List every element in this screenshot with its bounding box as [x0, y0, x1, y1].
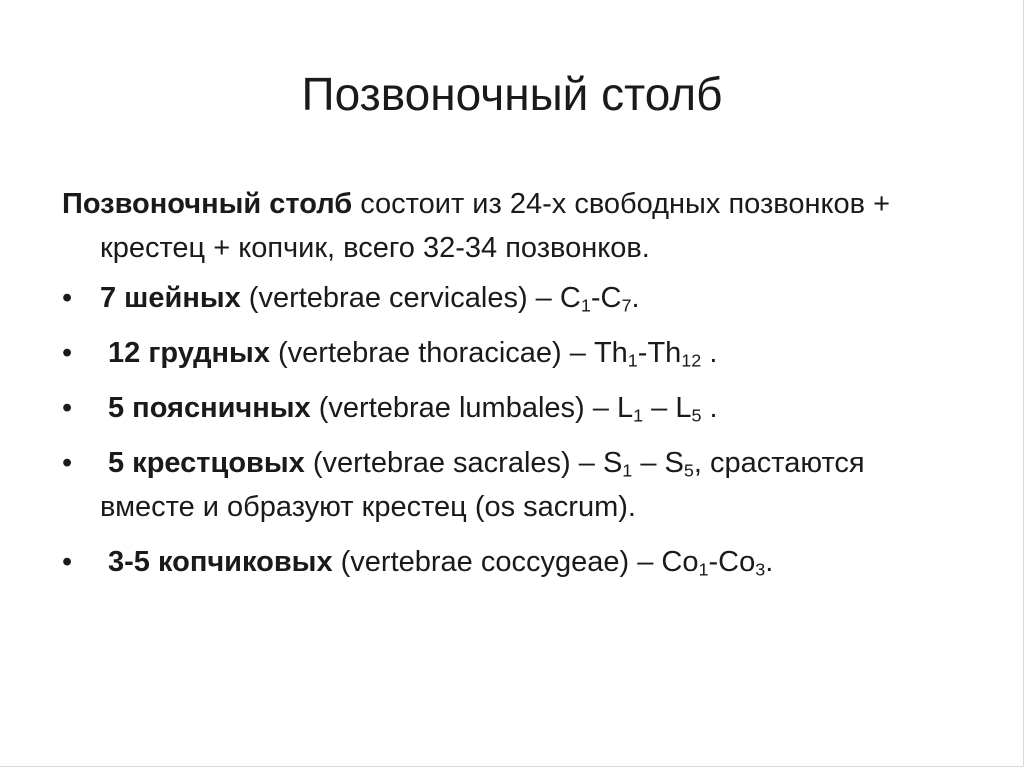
- intro-paragraph: [62, 182, 942, 270]
- item-tail: .: [765, 546, 774, 578]
- item-separator: -: [708, 546, 719, 578]
- item-symbol-end: L: [675, 392, 692, 424]
- item-separator: -: [637, 337, 648, 369]
- item-symbol-end: Th: [647, 337, 682, 369]
- item-symbol-end-sub: 5: [691, 405, 702, 426]
- item-separator: –: [632, 447, 665, 479]
- item-name: 12 грудных: [108, 337, 270, 369]
- item-tail: .: [631, 282, 640, 314]
- bullet-icon: •: [62, 447, 73, 479]
- list-item: [62, 441, 942, 529]
- bullet-icon: •: [62, 337, 73, 369]
- intro-lead: Позвоночный столб: [62, 188, 353, 220]
- item-separator: –: [643, 392, 676, 424]
- item-symbol-start-sub: 1: [627, 350, 638, 371]
- item-name: 5 поясничных: [108, 392, 311, 424]
- intro-text: состоит из 24-х свободных позвонков + крестец + копчик, всего 32-34 позвонков.: [100, 188, 891, 264]
- list-item: [62, 540, 942, 584]
- slide-content: [62, 182, 942, 595]
- bullet-icon: •: [62, 392, 73, 424]
- list-item: [62, 386, 942, 430]
- item-name: 7 шейных: [100, 282, 241, 314]
- item-symbol-start-sub: 1: [622, 460, 633, 481]
- item-symbol-start: Th: [593, 337, 628, 369]
- item-symbol-start-sub: 1: [633, 405, 644, 426]
- item-separator: -: [590, 282, 601, 314]
- item-name: 3-5 копчиковых: [108, 546, 333, 578]
- item-symbol-start-sub: 1: [698, 559, 709, 580]
- item-symbol-end-sub: 12: [681, 350, 702, 371]
- item-symbol-start: S: [602, 447, 623, 479]
- item-name: 5 крестцовых: [108, 447, 305, 479]
- item-latin: (vertebrae cervicales) –: [240, 282, 560, 314]
- item-symbol-start-sub: 1: [580, 295, 591, 316]
- item-symbol-end-sub: 7: [621, 295, 632, 316]
- item-symbol-end: S: [664, 447, 684, 479]
- item-symbol-start: L: [616, 392, 634, 424]
- item-symbol-end: C: [600, 282, 622, 314]
- list-item: [62, 276, 942, 320]
- item-latin: (vertebrae coccygeae) –: [332, 546, 662, 578]
- item-latin: (vertebrae thoracicae) –: [269, 337, 594, 369]
- list-item: [62, 331, 942, 375]
- item-tail: .: [701, 337, 718, 369]
- item-symbol-start: C: [559, 282, 581, 314]
- slide-title: Позвоночный столб: [301, 68, 723, 120]
- bullet-icon: •: [62, 546, 73, 578]
- vertebrae-list: [62, 276, 942, 584]
- item-symbol-end: Co: [718, 546, 756, 578]
- item-tail: , срастаются вместе и образуют крестец (os sacrum).: [100, 447, 865, 523]
- item-symbol-start: Co: [661, 546, 699, 578]
- item-latin: (vertebrae sacrales) –: [304, 447, 603, 479]
- item-symbol-end-sub: 3: [755, 559, 766, 580]
- item-tail: .: [701, 392, 718, 424]
- item-latin: (vertebrae lumbales) –: [310, 392, 617, 424]
- bullet-icon: •: [62, 282, 73, 314]
- item-symbol-end-sub: 5: [683, 460, 694, 481]
